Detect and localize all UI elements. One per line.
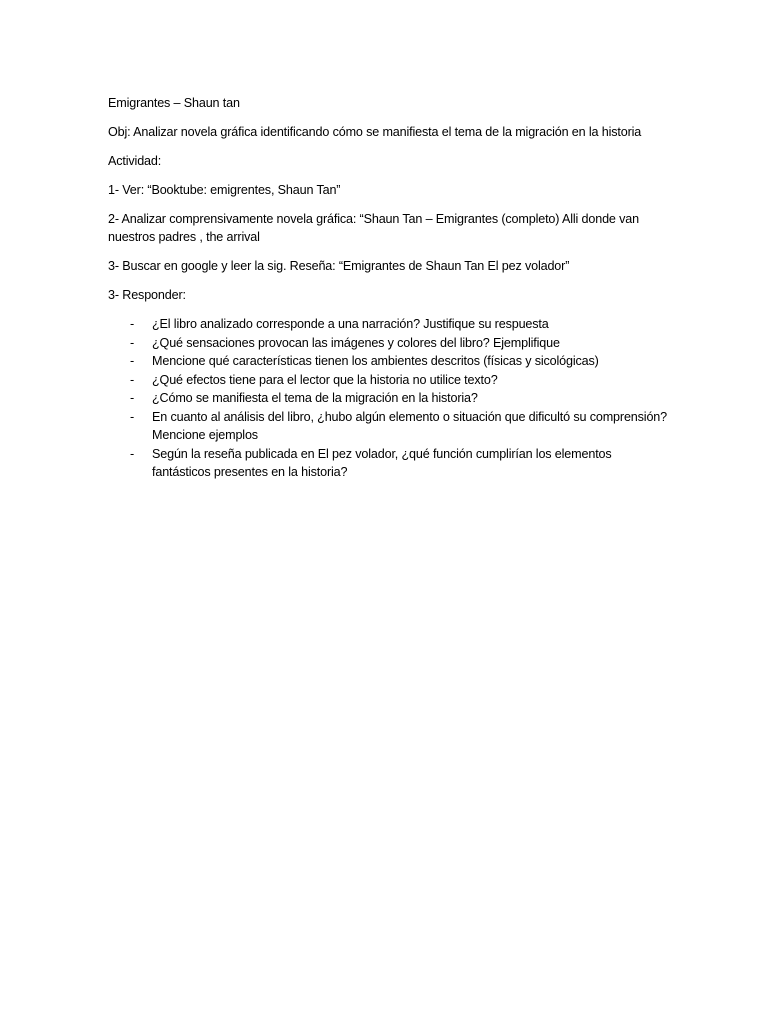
question-text: En cuanto al análisis del libro, ¿hubo algún elemento o situación que dificultó su comprensión? Mencione ejemplos bbox=[152, 409, 668, 442]
questions-list bbox=[108, 315, 668, 482]
bullet-dash: - bbox=[130, 446, 135, 461]
list-item bbox=[108, 408, 668, 445]
question-text: ¿Qué efectos tiene para el lector que la historia no utilice texto? bbox=[152, 372, 498, 387]
step-4: 3- Responder: bbox=[108, 288, 186, 302]
list-item bbox=[108, 371, 668, 390]
question-text: Mencione qué características tienen los ambientes descritos (físicas y sicológicas) bbox=[152, 354, 599, 368]
bullet-dash: - bbox=[130, 372, 135, 387]
question-text: ¿Cómo se manifiesta el tema de la migración en la historia? bbox=[152, 391, 478, 405]
step-3: 3- Buscar en google y leer la sig. Reseña: “Emigrantes de Shaun Tan El pez volador” bbox=[108, 259, 570, 273]
list-item bbox=[108, 445, 668, 482]
activity-label: Actividad: bbox=[108, 154, 162, 168]
question-text: ¿Qué sensaciones provocan las imágenes y colores del libro? Ejemplifique bbox=[152, 335, 560, 350]
document-body bbox=[108, 94, 668, 482]
question-text: Según la reseña publicada en El pez volador, ¿qué función cumplirían los elementos fantásticos presentes en la historia? bbox=[152, 446, 612, 479]
objective-text: Obj: Analizar novela gráfica identificando cómo se manifiesta el tema de la migración en la historia bbox=[108, 125, 642, 139]
bullet-dash: - bbox=[130, 335, 135, 350]
list-item bbox=[108, 315, 668, 334]
step-2: 2- Analizar comprensivamente novela gráfica: “Shaun Tan – Emigrantes (completo) Alli donde van nuestros padres , the arrival bbox=[108, 212, 639, 244]
list-item bbox=[108, 352, 668, 371]
document-title: Emigrantes – Shaun tan bbox=[108, 96, 240, 110]
list-item bbox=[108, 389, 668, 408]
question-text: ¿El libro analizado corresponde a una narración? Justifique su respuesta bbox=[152, 317, 549, 331]
list-item bbox=[108, 334, 668, 353]
bullet-dash: - bbox=[130, 391, 135, 405]
step-1: 1- Ver: “Booktube: emigrentes, Shaun Tan” bbox=[108, 183, 341, 197]
bullet-dash: - bbox=[130, 317, 135, 331]
bullet-dash: - bbox=[130, 409, 135, 424]
bullet-dash: - bbox=[130, 354, 135, 368]
